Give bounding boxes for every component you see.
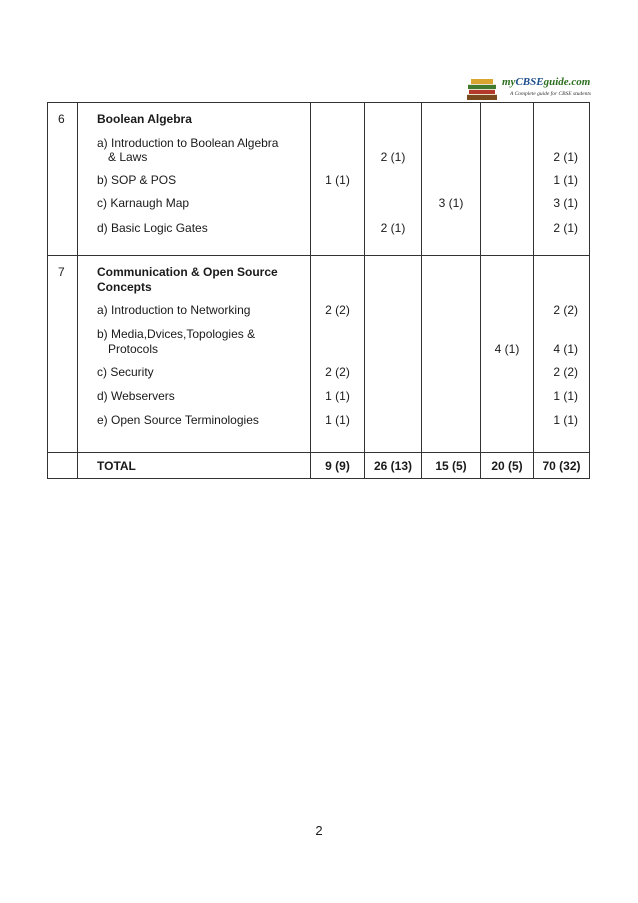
marks-value: 1 (1) [553, 173, 578, 187]
topic-label: c) Security [97, 365, 154, 379]
total-label: TOTAL [97, 459, 136, 473]
unit-title: Communication & Open Source [97, 265, 278, 279]
sa2-marks-cell [422, 103, 481, 256]
total-sa1-cell [365, 453, 422, 479]
sa1-marks-cell [365, 256, 422, 453]
total-sa2-cell [422, 453, 481, 479]
topic-label: d) Webservers [97, 389, 175, 403]
vsa-marks-cell [311, 103, 365, 256]
sa1-marks-cell [365, 103, 422, 256]
total-vsa: 9 (9) [325, 459, 350, 473]
marks-value: 2 (1) [553, 221, 578, 235]
marks-value: 2 (1) [380, 150, 406, 164]
vsa-marks-cell [311, 256, 365, 453]
topic-label: b) Media,Dvices,Topologies & [97, 327, 256, 341]
marks-value: 4 (1) [494, 342, 520, 356]
marks-value: 1 (1) [553, 389, 578, 403]
books-icon [466, 76, 500, 102]
la-marks-cell [481, 103, 534, 256]
marks-value: 2 (1) [380, 221, 406, 235]
total-la: 20 (5) [491, 459, 523, 473]
marks-value: 1 (1) [553, 413, 578, 427]
total-sa2: 15 (5) [435, 459, 467, 473]
total-la-cell [481, 453, 534, 479]
marks-value: 2 (2) [325, 365, 350, 379]
total-marks-cell [534, 256, 590, 453]
total-row [48, 453, 590, 479]
topic-cell [78, 103, 311, 256]
empty-cell [48, 453, 78, 479]
topic-label: c) Karnaugh Map [97, 196, 190, 210]
marks-value: 1 (1) [325, 389, 350, 403]
grand-total: 70 (32) [542, 459, 581, 473]
total-sa1: 26 (13) [373, 459, 413, 473]
unit-number: 6 [58, 112, 65, 126]
topic-cell [78, 256, 311, 453]
unit-number-cell [48, 256, 78, 453]
topic-label: b) SOP & POS [97, 173, 177, 187]
marks-value: 1 (1) [325, 413, 350, 427]
mycbseguide-logo [466, 74, 592, 104]
total-vsa-cell [311, 453, 365, 479]
topic-label: a) Introduction to Networking [97, 303, 251, 317]
table-row [48, 103, 590, 256]
unit-number-cell [48, 103, 78, 256]
blueprint-table [47, 102, 590, 479]
unit-title: Boolean Algebra [97, 112, 192, 126]
marks-value: 3 (1) [438, 196, 464, 210]
total-label-cell [78, 453, 311, 479]
unit-number: 7 [58, 265, 65, 279]
total-marks-cell [534, 103, 590, 256]
table-row [48, 256, 590, 453]
marks-value: 2 (2) [553, 303, 578, 317]
marks-value: 2 (2) [553, 365, 578, 379]
page-number: 2 [315, 823, 323, 838]
topic-label: d) Basic Logic Gates [97, 221, 208, 235]
la-marks-cell [481, 256, 534, 453]
topic-label: a) Introduction to Boolean Algebra [97, 136, 279, 150]
topic-label-continued: & Laws [108, 150, 148, 164]
grand-total-cell [534, 453, 590, 479]
marks-value: 3 (1) [553, 196, 578, 210]
marks-value: 4 (1) [553, 342, 578, 356]
unit-title-continued: Concepts [97, 280, 152, 294]
marks-value: 2 (2) [325, 303, 350, 317]
marks-value: 2 (1) [553, 150, 578, 164]
topic-label-continued: Protocols [108, 342, 159, 356]
marks-value: 1 (1) [325, 173, 350, 187]
logo-wordmark: myCBSEguide.com [502, 76, 591, 88]
sa2-marks-cell [422, 256, 481, 453]
logo-tagline: A Complete guide for CBSE students [510, 91, 592, 97]
topic-label: e) Open Source Terminologies [97, 413, 259, 427]
